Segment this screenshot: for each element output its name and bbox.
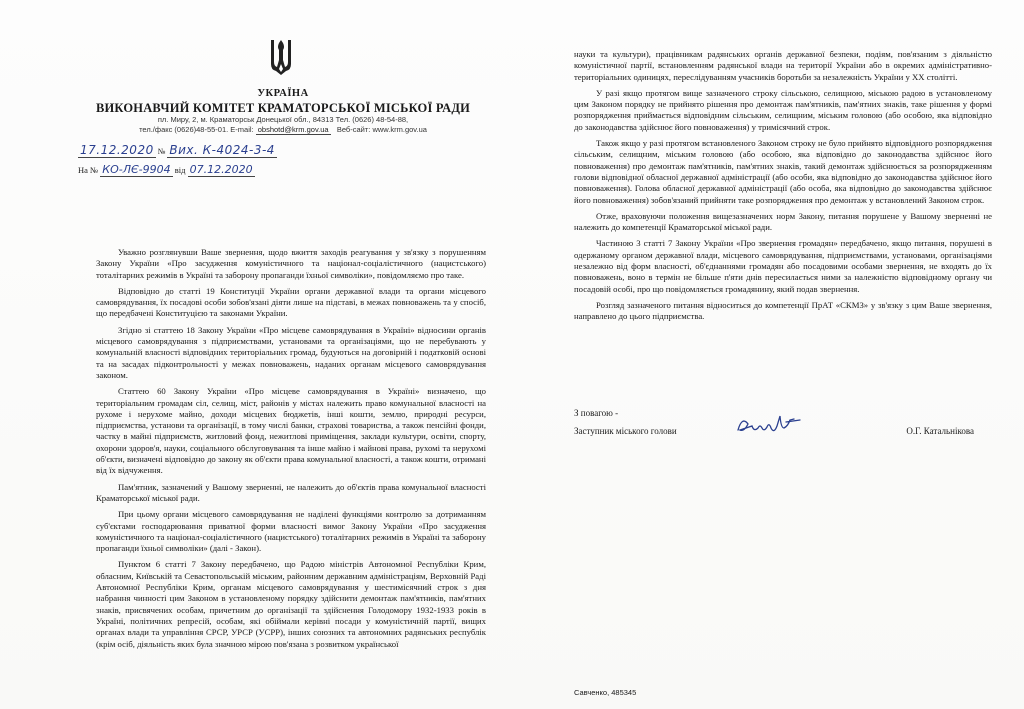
paragraph: Статтею 60 Закону України «Про місцеве самоврядування в Україні» визначено, що територіальним громадам сіл, селищ, міст, районів у містах належить право комунальної власності на рухоме і нерухоме майно, доходи місцевих бюджетів, інші кошти, землю, природні ресурси, підприємства, установи та організації, в тому числі банки, страхові товариства, а також пенсійні фонди, частку в майні підприємств, житловий фонд, нежитлові приміщення, заклади культури, освіти, спорту, охорони здоров'я, науки, соціального обслуговування та інше майно і майнові права, рухомі та нерухомі об'єкти, визначені відповідно до закону як об'єкти права комунальної власності, а також кошти, отримані від їх відчуження. [96,386,486,476]
country-heading: УКРАЇНА [257,88,309,99]
from-label: від [174,165,186,175]
address-line: пл. Миру, 2, м. Краматорськ Донецької обл., 84313 Тел. (0626) 48-54-88, [157,115,409,124]
paragraph: науки та культури), працівникам радянських органів державної безпеки, подіям, пов'язаним з діяльністю комуністичної партії, встановленням радянської влади на території України або в окремих адміністративно-територіальних одиницях, переслідуванням учасників боротьби за незалежність України у ХХ столітті. [574,49,992,82]
paragraph: Відповідно до статті 19 Конституції України органи державної влади та органи місцевого самоврядування, їх посадові особи зобов'язані діяти лише на підставі, в межах повноважень та у спосіб, що передбачені Конституцією та законами України. [96,285,486,319]
paragraph: Також якщо у разі протягом встановленого Законом строку не було прийнято відповідного розпорядження сільським, селищним, міським головою (або особою, яка відповідно до законодавства здійснює його повноваження) про демонтаж пам'ятників, пам'ятних знаків, такий демонтаж здійснюється за розпорядженням голови відповідної обласної державної адміністрації (або особи, яка відповідно до законодавства здійснює його повноваження). Голова обласної державної адміністрації (або особа, яка відповідно до законодавства здійснює його повноваження) зобов'язаний прийняти таке розпорядження про демонтаж у встановлений Законом строк. [574,138,992,205]
committee-heading: ВИКОНАВЧИЙ КОМІТЕТ КРАМАТОРСЬКОЇ МІСЬКОЇ РАДИ [95,101,471,115]
paragraph: Розгляд зазначеного питання відноситься до компетенції ПрАТ «СКМЗ» у зв'язку з цим Ваше звернення, направлено до цього підприємства. [574,299,992,322]
paragraph: При цьому органи місцевого самоврядування не наділені функціями контролю за дотриманням суб'єктами господарювання приватної форми власності вимог Закону України «Про засудження комуністичного та націонал-соціалістичного (нацистського) тоталітарних режимів в Україні та заборону пропаганди їхньої символіки» (далі - Закон). [96,509,486,554]
left-page [78,0,488,709]
site-label: Веб-сайт: [336,125,373,134]
signer-name: О.Г. Катальнікова [906,426,974,436]
registration-line [78,143,277,158]
paragraph: Частиною 3 статті 7 Закону України «Про звернення громадян» передбачено, якщо питання, порушені в одержаному органом державної влади, місцевого самоврядування, підприємствами, установами, організаціями незалежно від форм власності, об'єднаннями громадян або посадовими особами звернення, не входять до їх повноважень, воно в термін не більше п'яти днів пересилається ними за належністю відповідному органу чи посадовій особі, про що повідомляється громадянину, який подав звернення. [574,238,992,294]
paragraph: У разі якщо протягом вище зазначеного строку сільською, селищною, міською радою в установленому цим Законом порядку не прийнято рішення про демонтаж пам'ятників, пам'ятних знаків, таке рішення у формі розпорядження приймається відповідним сільським, селищним, міським головою (або особою, яка відповідно до законодавства здійснює його повноваження) у тримісячний строк. [574,87,992,132]
contact-line [78,125,488,135]
site-link[interactable]: www.krm.gov.ua [372,125,427,134]
reference-date-handwritten: 07.12.2020 [189,163,253,176]
paragraph: Отже, враховуючи положення вищезазначених норм Закону, питання порушене у Вашому зверненні не належить до компетенції Краматорської міської ради. [574,210,992,233]
paragraph: Згідно зі статтею 18 Закону України «Про місцеве самоврядування в Україні» відносини органів місцевого самоврядування з підприємствами, установами та організаціями, що не перебувають у комунальній власності відповідних територіальних громад, будуються на договірній і податковій основі та на засадах підконтрольності у межах повноважень, наданих органам місцевого самоврядування законом. [96,324,486,380]
handwritten-signature-icon [734,410,804,440]
trident-emblem-icon [268,38,294,76]
left-body [96,247,486,655]
courtesy-closing: З повагою - [574,408,619,418]
signature-block [574,408,992,448]
outgoing-number-handwritten: Вих. К-4024-3-4 [169,143,275,157]
contact-prefix: тел./факс (0626)48-55-01. E-mail: [139,125,256,134]
right-body [574,49,992,328]
paragraph: Уважно розглянувши Ваше звернення, щодо вжиття заходів реагування у зв'язку з порушенням Закону України «Про засудження комуністичного та націонал-соціалістичного (нацистського) тоталітарних режимів в Україні та заборону пропаганди їхньої символіки», повідомляємо про таке. [96,247,486,280]
date-handwritten: 17.12.2020 [80,143,154,157]
number-label: № [157,147,166,156]
reply-reference-line [78,163,255,177]
signer-position: Заступник міського голови [574,426,677,436]
email-link[interactable]: obshotd@krm.gov.ua [257,125,329,134]
reference-number-handwritten: КО-ЛЄ-9904 [102,163,171,176]
paragraph: Пам'ятник, зазначений у Вашому зверненні, не належить до об'єктів права комунальної власності Краматорської міської ради. [96,481,486,503]
right-page [574,0,994,709]
executor-note: Савченко, 485345 [574,688,637,697]
reply-label: На № [78,165,99,175]
paragraph: Пунктом 6 статті 7 Закону передбачено, що Радою міністрів Автономної Республіки Крим, обласним, Київській та Севастопольській міським, районним державним адміністраціям, Верховній Раді Автономної Республіки Крим, органам місцевого самоврядування у шестимісячний строк з дня набрання чинності цим Законом в установленому порядку здійснити демонтаж пам'ятників, пам'ятних знаків, присвячених особам, причетним до організації та здійснення Голодомору 1932-1933 років в Україні, політичних репресій, особам, які обіймали керівні посади у комуністичній партії, вищих органах влади та управління СРСР, УРСР (УСРР), інших союзних та автономних радянських республік (крім осіб, діяльність яких була значною мірою пов'язана з розвитком української [96,559,486,649]
